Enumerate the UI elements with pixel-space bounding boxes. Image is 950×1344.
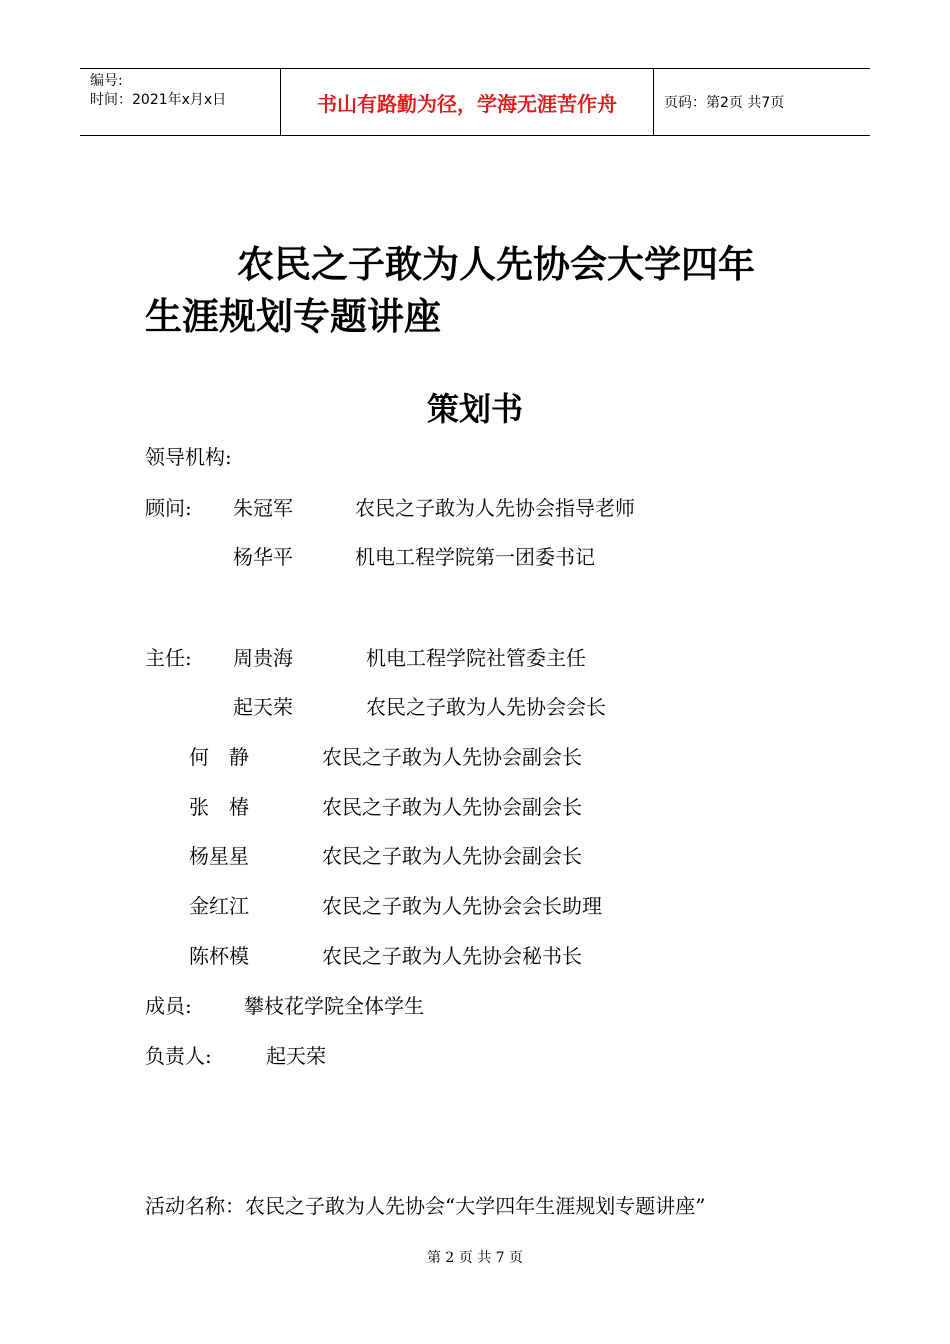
- owner-value: 起天荣: [266, 1044, 326, 1068]
- owner-label: 负责人:: [145, 1044, 212, 1068]
- header-page-info: 页码：第2页 共7页: [664, 95, 785, 111]
- director-role: 农民之子敢为人先协会副会长: [322, 745, 582, 769]
- advisor-name: 朱冠军: [233, 496, 293, 520]
- director-label: 主任:: [145, 646, 192, 670]
- header-table: [80, 68, 870, 136]
- director-name: 周贵海: [233, 646, 293, 670]
- director-role: 农民之子敢为人先协会秘书长: [322, 944, 582, 968]
- document-time-label: 时间：2021年x月x日: [90, 92, 227, 108]
- members-label: 成员:: [145, 994, 192, 1018]
- director-role: 机电工程学院社管委主任: [366, 646, 586, 670]
- director-name: 何 静: [189, 745, 249, 769]
- director-role: 农民之子敢为人先协会会长: [366, 695, 606, 719]
- activity-line: [145, 1192, 705, 1220]
- document-subtitle: 策划书: [426, 390, 523, 428]
- director-role: 农民之子敢为人先协会会长助理: [322, 894, 602, 918]
- advisor-label: 顾问:: [145, 496, 192, 520]
- director-role: 农民之子敢为人先协会副会长: [322, 795, 582, 819]
- header-motto-cell: [281, 69, 654, 135]
- title-line-2: 生涯规划专题讲座: [145, 294, 441, 338]
- director-name: 陈杯模: [189, 944, 249, 968]
- document-title: [145, 238, 835, 342]
- advisor-name: 杨华平: [233, 545, 293, 569]
- advisor-role: 机电工程学院第一团委书记: [355, 545, 595, 569]
- header-motto: 书山有路勤为径，学海无涯苦作舟: [317, 91, 617, 116]
- director-role: 农民之子敢为人先协会副会长: [322, 844, 582, 868]
- advisor-role: 农民之子敢为人先协会指导老师: [355, 496, 635, 520]
- leadership-label: 领导机构:: [145, 445, 232, 469]
- members-value: 攀枝花学院全体学生: [244, 994, 424, 1018]
- page-footer: 第 2 页 共 7 页: [426, 1250, 524, 1266]
- director-name: 金红江: [189, 894, 249, 918]
- director-name: 杨星星: [189, 844, 249, 868]
- title-line-1: 农民之子敢为人先协会大学四年: [237, 242, 755, 286]
- activity-value: 农民之子敢为人先协会“大学四年生涯规划专题讲座”: [245, 1194, 706, 1218]
- activity-label: 活动名称：: [145, 1194, 245, 1218]
- director-name: 起天荣: [233, 695, 293, 719]
- director-name: 张 椿: [189, 795, 249, 819]
- document-number-label: 编号:: [90, 73, 123, 89]
- header-left-cell: [80, 69, 281, 135]
